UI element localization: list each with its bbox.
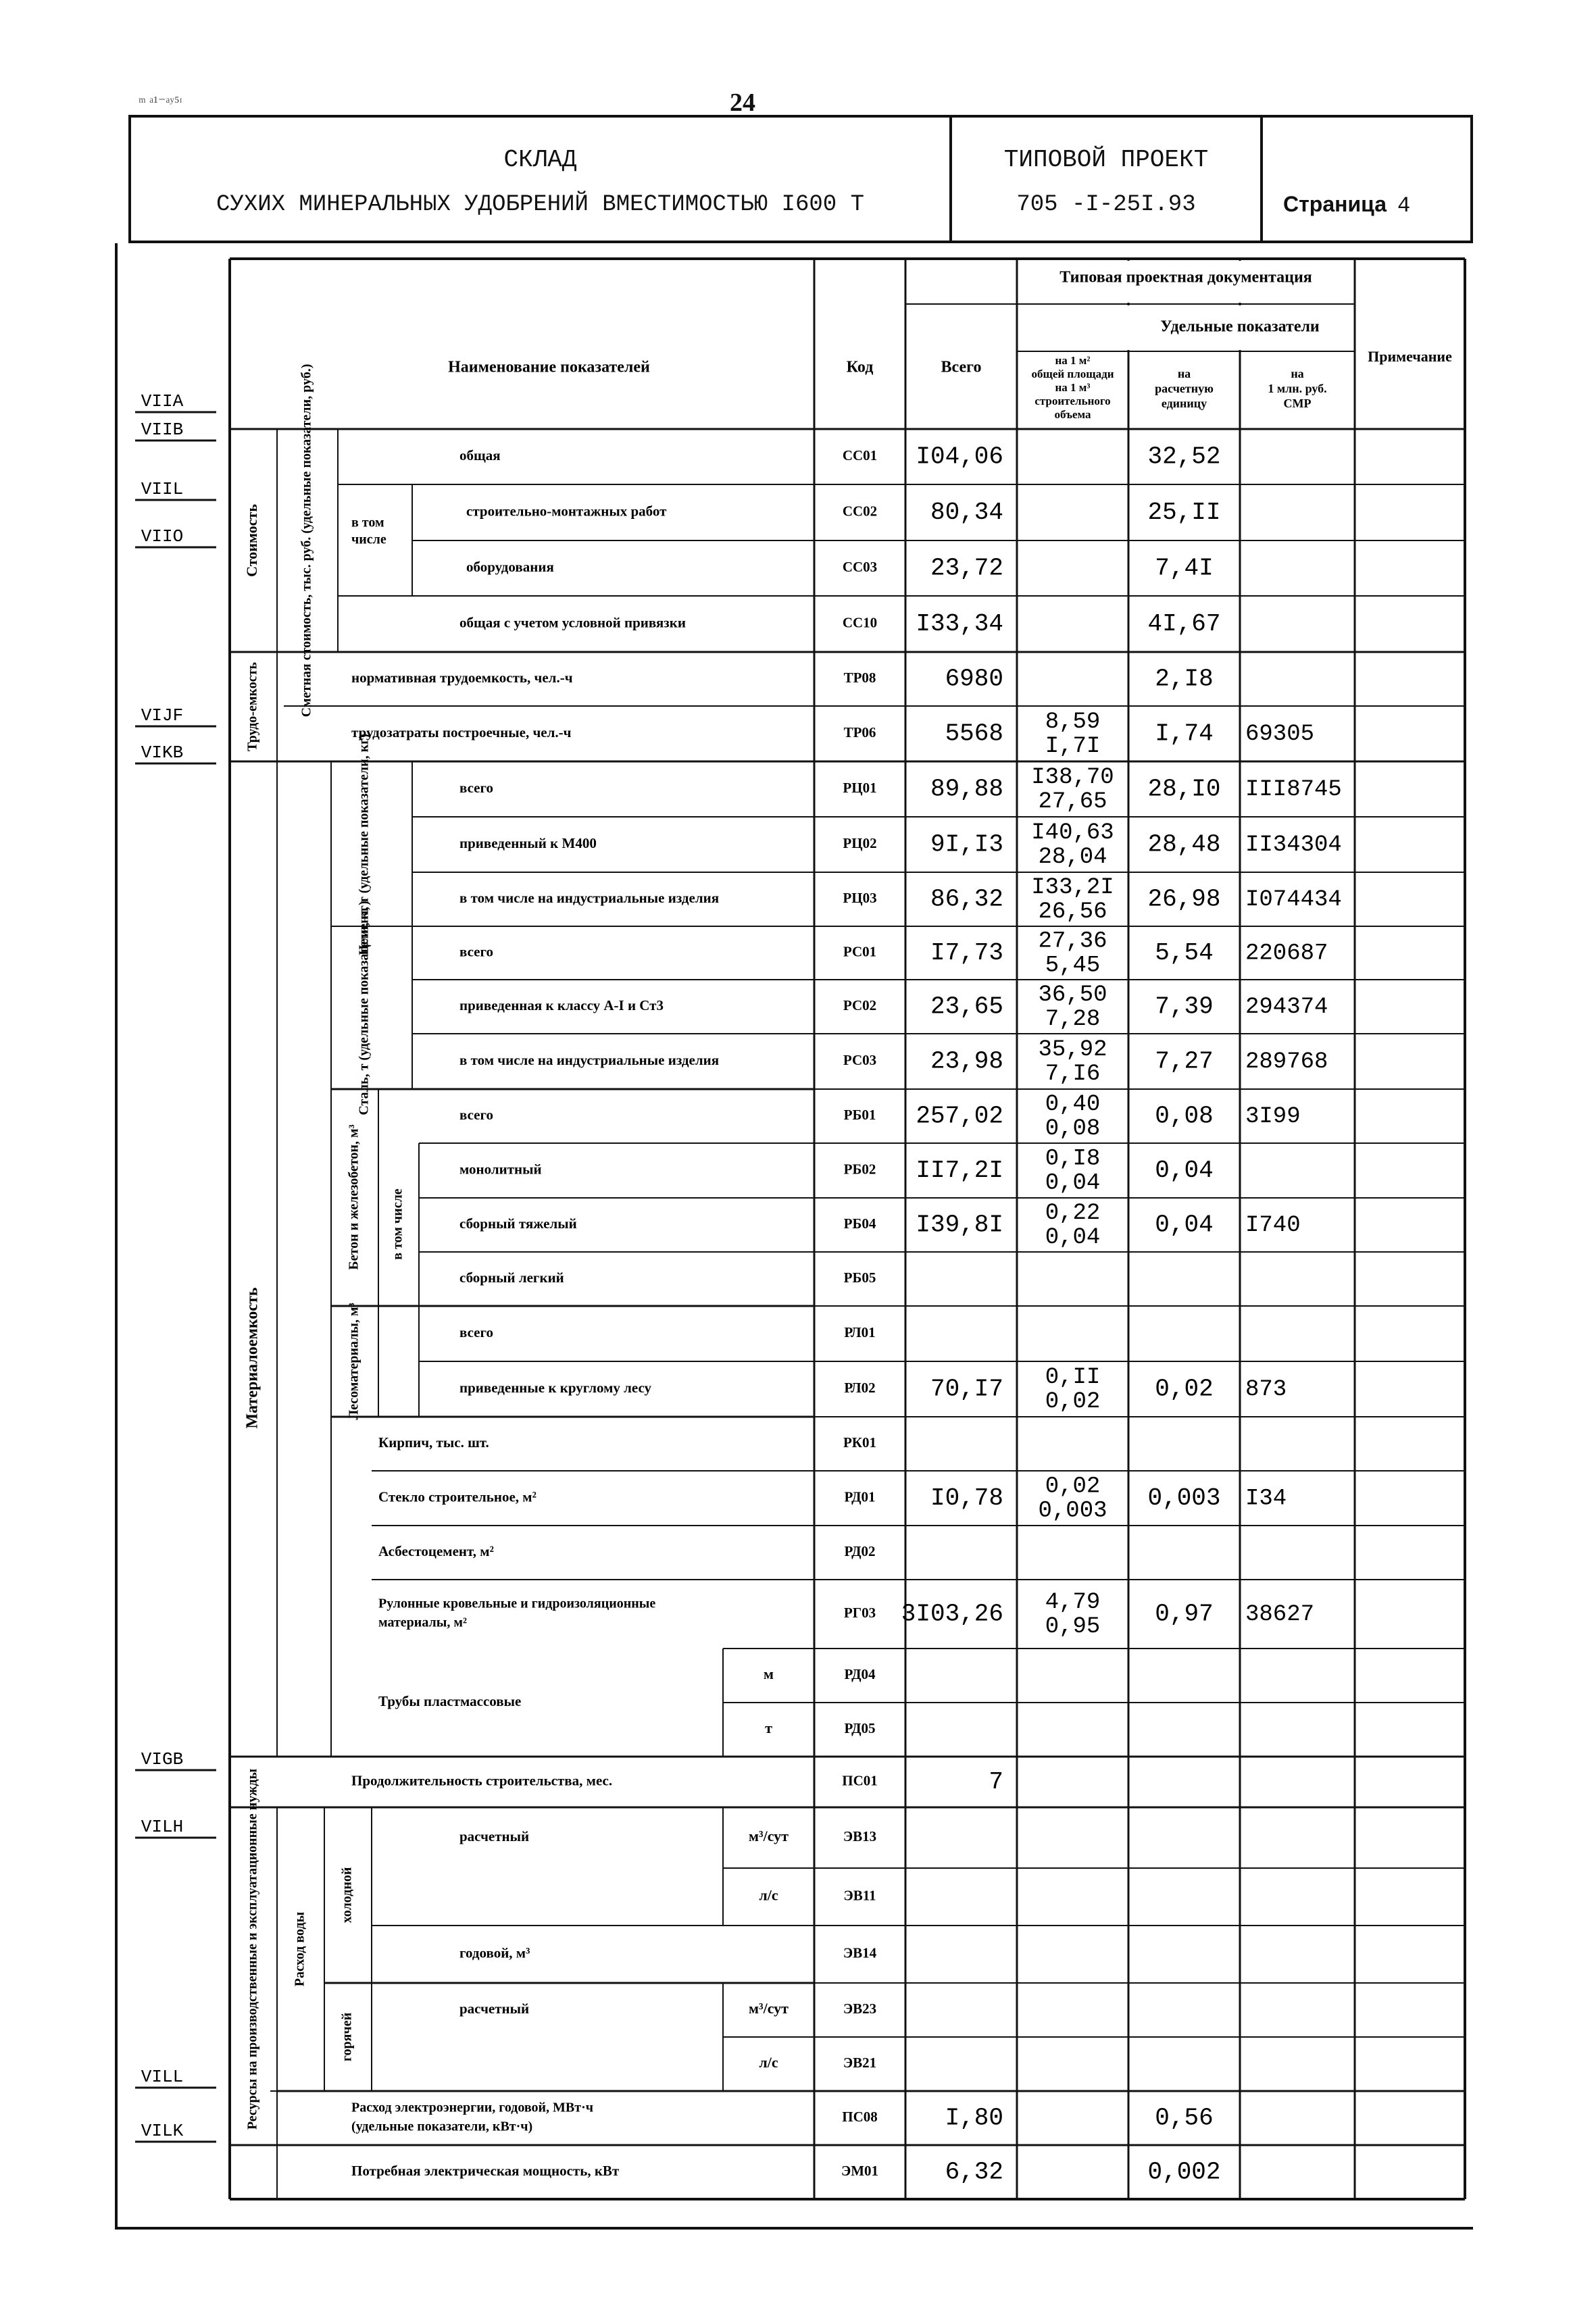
row-per-unit: 4I,67	[1147, 610, 1221, 638]
row-code: РС02	[843, 997, 877, 1013]
project-number: 705 -I-25I.93	[1016, 192, 1196, 218]
row-name: Рулонные кровельные и гидроизоляционные	[378, 1596, 656, 1611]
group-water: Расход воды	[292, 1911, 307, 1987]
page-value: 4	[1397, 193, 1411, 218]
row-per-m3: 26,56	[1038, 899, 1107, 925]
row-code: РС01	[843, 943, 877, 960]
row-code: ЭВ23	[843, 2000, 877, 2017]
row-total: 86,32	[930, 885, 1003, 913]
row-per-m2: 0,II	[1045, 1364, 1101, 1390]
row-per-m3: I,7I	[1045, 733, 1101, 759]
page-label: Страница	[1283, 192, 1387, 216]
side-code: VIIO	[141, 526, 184, 547]
header-per-m2: общей площади	[1031, 367, 1114, 380]
row-per-rub: I074434	[1245, 886, 1342, 913]
header-mask	[1127, 305, 1130, 350]
side-code: VIIL	[141, 478, 184, 499]
row-per-m3: 7,I6	[1045, 1061, 1101, 1087]
row-code: РД01	[844, 1488, 876, 1505]
side-code: VILK	[141, 2120, 184, 2141]
project-label: ТИПОВОЙ ПРОЕКТ	[1003, 146, 1209, 174]
row-per-rub: I34	[1245, 1486, 1287, 1512]
row-code: РЛ02	[844, 1379, 876, 1396]
row-name: расчетный	[459, 2000, 530, 2017]
page-number: 24	[730, 89, 755, 117]
row-total: I33,34	[916, 610, 1003, 638]
row-name: в том числе на индустриальные изделия	[459, 1051, 720, 1068]
row-per-m2: I38,70	[1031, 764, 1114, 790]
row-code: РС03	[843, 1051, 877, 1068]
row-code: РК01	[843, 1434, 877, 1451]
side-code: VIJF	[141, 705, 184, 726]
row-total: I0,78	[930, 1484, 1003, 1513]
row-per-unit: 0,08	[1155, 1102, 1214, 1130]
row-total: 6980	[945, 665, 1003, 693]
row-code: РЦ01	[843, 779, 877, 796]
row-per-rub: 220687	[1245, 940, 1328, 967]
row-name: Асбестоцемент, м²	[378, 1542, 494, 1559]
row-unit: т	[765, 1719, 772, 1737]
header-per-unit: единицу	[1161, 397, 1207, 411]
row-total: 23,65	[930, 992, 1003, 1021]
row-total: 257,02	[916, 1102, 1003, 1130]
header-per-unit: расчетную	[1155, 382, 1214, 396]
row-code: РГ03	[843, 1604, 876, 1621]
row-per-unit: 32,52	[1147, 443, 1221, 471]
row-name: Продолжительность строительства, мес.	[351, 1772, 613, 1789]
row-code: РБ01	[843, 1106, 876, 1123]
header-code: Код	[846, 358, 874, 376]
row-per-m2: 4,79	[1045, 1589, 1101, 1615]
row-name: общая с учетом условной привязки	[459, 614, 686, 631]
row-total: 3I03,26	[901, 1600, 1003, 1628]
header-per-m2: объема	[1054, 407, 1091, 421]
row-per-m2: 0,40	[1045, 1091, 1101, 1117]
row-name: годовой, м³	[459, 1944, 530, 1961]
row-unit: м	[764, 1665, 774, 1683]
row-unit: л/с	[759, 1886, 778, 1904]
group-cold: холодной	[339, 1867, 355, 1923]
row-per-m2: 35,92	[1038, 1036, 1107, 1063]
row-per-m3: 5,45	[1045, 953, 1101, 979]
side-code: VIKB	[141, 742, 184, 763]
row-code: СС01	[842, 447, 878, 463]
row-code: ТР08	[843, 669, 876, 686]
group-labor: Трудо-емкость	[245, 662, 260, 751]
row-per-m3: 7,28	[1045, 1006, 1101, 1032]
row-total: II7,2I	[916, 1157, 1003, 1185]
row-per-m3: 27,65	[1038, 788, 1107, 815]
row-name: Трубы пластмассовые	[378, 1692, 522, 1709]
row-per-unit: 0,56	[1155, 2104, 1214, 2132]
row-name: расчетный	[459, 1828, 530, 1844]
header-specific: Удельные показатели	[1160, 318, 1320, 336]
row-per-m3: 0,003	[1038, 1498, 1107, 1524]
row-code: РЦ02	[843, 834, 877, 851]
row-name: общая	[459, 447, 501, 463]
row-total: I39,8I	[916, 1211, 1003, 1239]
group-incl2: в том числе	[390, 1188, 405, 1260]
row-name: оборудования	[466, 558, 554, 575]
row-per-unit: 25,II	[1147, 499, 1221, 527]
row-per-unit: 0,04	[1155, 1157, 1214, 1185]
row-total: 23,98	[930, 1047, 1003, 1076]
row-name: всего	[459, 779, 494, 796]
side-code: VIIB	[141, 419, 184, 440]
row-code: РБ02	[843, 1161, 876, 1178]
row-per-unit: 5,54	[1155, 939, 1214, 967]
row-code: ЭВ21	[843, 2054, 877, 2071]
row-name: (удельные показатели, кВт·ч)	[351, 2119, 533, 2134]
row-name: всего	[459, 943, 494, 960]
row-per-rub: 3I99	[1245, 1103, 1301, 1130]
row-total: I,80	[945, 2104, 1003, 2132]
row-total: 70,I7	[930, 1375, 1003, 1403]
title-line-1: СКЛАД	[503, 146, 577, 174]
group-concrete: Бетон и железобетон, м³	[346, 1124, 361, 1270]
row-name: нормативная трудоемкость, чел.-ч	[351, 669, 573, 686]
row-name: Кирпич, тыс. шт.	[378, 1434, 489, 1451]
row-code: ЭВ13	[843, 1828, 877, 1844]
header-total: Всего	[941, 358, 982, 376]
row-per-rub: I740	[1245, 1212, 1301, 1238]
header-per-m2: на 1 м³	[1055, 380, 1091, 394]
row-name: Расход электроэнергии, годовой, МВт·ч	[351, 2100, 594, 2115]
row-name: материалы, м²	[378, 1615, 467, 1630]
row-code: СС02	[842, 503, 878, 520]
corner-code: ᵐ ᵃ¹⁻ᵃʸ⁵ᶦ	[139, 93, 182, 110]
row-per-unit: 7,27	[1155, 1047, 1214, 1076]
row-per-unit: 0,02	[1155, 1375, 1214, 1403]
row-per-rub: III8745	[1245, 776, 1342, 803]
row-name: Потребная электрическая мощность, кВт	[351, 2162, 620, 2179]
row-name: всего	[459, 1324, 494, 1340]
row-per-m2: 0,I8	[1045, 1146, 1101, 1172]
row-code: СС10	[842, 614, 878, 631]
header-note: Примечание	[1368, 348, 1452, 366]
title-line-2: СУХИХ МИНЕРАЛЬНЫХ УДОБРЕНИЙ ВМЕСТИМОСТЬЮ I600 Т	[216, 192, 864, 218]
row-per-rub: 294374	[1245, 994, 1328, 1020]
row-per-m3: 0,95	[1045, 1613, 1101, 1640]
row-total: 6,32	[945, 2158, 1003, 2186]
row-per-m3: 0,04	[1045, 1224, 1101, 1251]
side-code: VIGB	[141, 1749, 184, 1769]
row-per-m2: 8,59	[1045, 709, 1101, 735]
header-per-m2: строительного	[1034, 394, 1111, 407]
row-name: сборный тяжелый	[459, 1215, 577, 1232]
row-total: 7	[989, 1768, 1003, 1796]
row-per-rub: 38627	[1245, 1601, 1315, 1628]
row-per-unit: 0,97	[1155, 1600, 1214, 1628]
row-code: РД04	[844, 1665, 876, 1682]
row-total: 23,72	[930, 554, 1003, 582]
row-per-m2: 0,22	[1045, 1200, 1101, 1226]
header-per-rub: на	[1291, 367, 1304, 381]
row-per-m3: 0,08	[1045, 1115, 1101, 1142]
row-total: 5568	[945, 720, 1003, 748]
group-resources: Ресурсы на производственные и эксплуатационные нужды	[245, 1768, 260, 2130]
row-per-m3: 0,04	[1045, 1170, 1101, 1197]
row-total: I04,06	[916, 443, 1003, 471]
header-name: Наименование показателей	[448, 358, 650, 376]
row-code: РБ04	[843, 1215, 876, 1232]
row-code: СС03	[842, 558, 878, 575]
header-per-rub: 1 млн. руб.	[1268, 382, 1327, 396]
row-name: строительно-монтажных работ	[466, 503, 667, 520]
row-per-rub: II34304	[1245, 832, 1342, 858]
row-code: ПС01	[842, 1772, 878, 1789]
row-per-m3: 0,02	[1045, 1388, 1101, 1415]
row-code: ПС08	[842, 2108, 878, 2125]
row-per-unit: 7,39	[1155, 992, 1214, 1021]
row-code: РЛ01	[844, 1324, 876, 1340]
side-code: VIIA	[141, 391, 184, 411]
group-incl: в том	[351, 515, 384, 530]
row-code: РД02	[844, 1542, 876, 1559]
group-timber: Лесоматериалы, м³	[346, 1303, 361, 1420]
header-typedoc: Типовая проектная документация	[1059, 268, 1312, 286]
row-name: всего	[459, 1106, 494, 1123]
group-cost-sub: Сметная стоимость, тыс. руб. (удельные показатели, руб.)	[299, 363, 314, 718]
group-material: Материалоемкость	[243, 1287, 261, 1429]
row-code: ЭВ11	[843, 1887, 876, 1904]
row-name: приведенный к М400	[459, 834, 597, 851]
row-per-unit: 28,I0	[1147, 775, 1221, 803]
row-unit: м³/сут	[749, 1828, 789, 1845]
side-code: VILL	[141, 2066, 184, 2087]
row-unit: л/с	[759, 2054, 778, 2071]
header-per-unit: на	[1177, 367, 1191, 381]
row-code: РБ05	[843, 1269, 876, 1286]
side-code: VILH	[141, 1816, 184, 1837]
row-per-m2: I33,2I	[1031, 874, 1114, 901]
group-hot: горячей	[339, 2012, 355, 2062]
row-name: монолитный	[459, 1161, 542, 1178]
row-per-m3: 28,04	[1038, 844, 1107, 870]
row-name: приведенная к классу А-I и Ст3	[459, 997, 664, 1013]
row-name: трудозатраты построечные, чел.-ч	[351, 724, 572, 740]
row-code: РЦ03	[843, 889, 877, 906]
row-per-unit: 7,4I	[1155, 554, 1214, 582]
row-total: 9I,I3	[930, 830, 1003, 859]
row-total: I7,73	[930, 939, 1003, 967]
group-cement: Цемент, т (удельные показатели, кг)	[356, 734, 372, 955]
row-per-unit: 26,98	[1147, 885, 1221, 913]
row-total: 80,34	[930, 499, 1003, 527]
row-per-m2: I40,63	[1031, 820, 1114, 846]
row-code: РД05	[844, 1719, 876, 1736]
row-unit: м³/сут	[749, 2000, 789, 2017]
row-per-m2: 0,02	[1045, 1474, 1101, 1500]
row-per-unit: I,74	[1155, 720, 1214, 748]
row-per-rub: 69305	[1245, 721, 1315, 747]
row-per-rub: 289768	[1245, 1049, 1328, 1075]
header-per-rub: СМР	[1283, 397, 1312, 411]
row-code: ЭМ01	[841, 2162, 879, 2179]
row-name: приведенные к круглому лесу	[459, 1379, 652, 1396]
row-code: ЭВ14	[843, 1944, 877, 1961]
row-total: 89,88	[930, 775, 1003, 803]
header-per-m2: на 1 м²	[1055, 353, 1091, 367]
row-per-unit: 0,002	[1147, 2158, 1221, 2186]
row-name: в том числе на индустриальные изделия	[459, 889, 720, 906]
row-name: сборный легкий	[459, 1269, 564, 1286]
row-per-unit: 2,I8	[1155, 665, 1214, 693]
group-cost: Стоимость	[243, 504, 261, 577]
row-per-m2: 27,36	[1038, 928, 1107, 955]
row-code: ТР06	[843, 724, 876, 740]
group-incl: числе	[351, 532, 386, 547]
row-name: Стекло строительное, м²	[378, 1488, 537, 1505]
group-steel: Сталь, т (удельные показатели, кг)	[356, 901, 372, 1115]
row-per-m2: 36,50	[1038, 982, 1107, 1008]
row-per-rub: 873	[1245, 1376, 1287, 1403]
row-per-unit: 28,48	[1147, 830, 1221, 859]
row-per-unit: 0,003	[1147, 1484, 1221, 1513]
row-per-unit: 0,04	[1155, 1211, 1214, 1239]
